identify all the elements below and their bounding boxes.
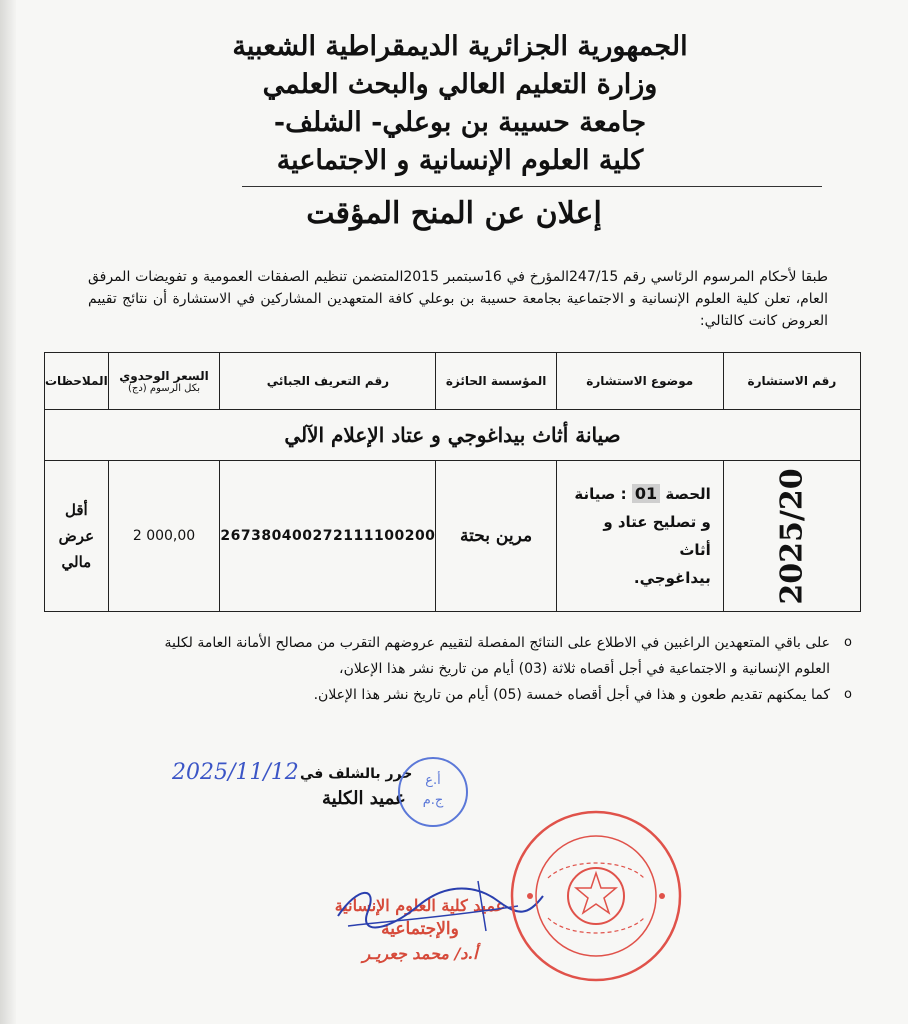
table-row	[45, 461, 861, 612]
blue-stamp-line1: أ.ع	[425, 773, 441, 788]
lot-title-row	[45, 410, 861, 461]
bullet-icon: o	[844, 687, 852, 702]
cell-ref	[723, 461, 860, 612]
header-republic: الجمهورية الجزائرية الديمقراطية الشعبية	[232, 31, 688, 62]
list-item	[90, 630, 852, 682]
intro-paragraph: طبقا لأحكام المرسوم الرئاسي رقم 247/15المؤرخ في 16سبتمبر 2015المتضمن تنظيم الصفقات العمومية و تفويضات المرفق العام، تعلن كلية العلوم الإنسانية و الاجتماعية بجامعة حسيبة بن بوعلي كافة المتعهدين المشاركين في الاستشارة أن نتائج تقييم العروض كانت كالتالي:	[88, 269, 828, 329]
results-table	[44, 352, 861, 612]
signing-place: حرر بالشلف في	[300, 766, 413, 782]
cell-subject	[556, 461, 723, 612]
header-notes: الملاحظات	[45, 353, 109, 410]
header-divider	[242, 186, 822, 187]
red-stamp-line3: أ.د/ محمد جعريـر	[362, 944, 478, 963]
header-price-sub: بكل الرسوم (دج)	[128, 382, 201, 394]
lot-number: 01	[632, 484, 660, 503]
note2: كما يمكنهم تقديم طعون و هذا في أجل أقصاه خمسة (05) أيام من تاريخ نشر هذا الإعلان.	[313, 687, 830, 703]
cell-company: مرين بحتة	[436, 461, 556, 612]
subject-line2: و تصليح عتاد و أثاث	[603, 513, 711, 559]
header-price-label: السعر الوحدوي	[119, 368, 209, 383]
cell-price: 2 000,00	[108, 461, 220, 612]
page-title: إعلان عن المنح المؤقت	[306, 196, 602, 231]
notes-line2: مالي	[61, 553, 92, 571]
note1-line2: العلوم الإنسانية و الاجتماعية في أجل أقصاه ثلاثة (03) أيام من تاريخ نشر هذا الإعلان،	[339, 661, 830, 677]
ref-number: 2025/20	[774, 467, 810, 605]
bullet-icon: o	[844, 635, 852, 650]
subject-text1: : صيانة	[574, 485, 627, 503]
header-ref: رقم الاستشارة	[723, 353, 860, 410]
header-university: جامعة حسيبة بن بوعلي- الشلف-	[273, 107, 647, 138]
header-subject: موضوع الاستشارة	[556, 353, 723, 410]
header-nif: رقم التعريف الجبائي	[220, 353, 436, 410]
cell-nif: 267380400272111100200	[220, 461, 436, 612]
header-ministry: وزارة التعليم العالي والبحث العلمي	[262, 69, 658, 100]
subject-line1	[569, 480, 711, 508]
red-stamp-line1: عميد كلية العلوم الإنسانية	[334, 896, 506, 915]
lot-title: صيانة أثاث بيداغوجي و عتاد الإعلام الآلي	[45, 410, 861, 461]
document-header	[220, 28, 700, 180]
header-faculty: كلية العلوم الإنسانية و الاجتماعية	[276, 145, 644, 176]
red-stamp-line2: والإجتماعية	[381, 919, 459, 939]
list-item	[90, 682, 852, 708]
blue-initials-stamp	[398, 757, 468, 827]
header-price	[108, 353, 220, 410]
dean-title: عميد الكلية	[322, 788, 406, 809]
note1-line1: على باقي المتعهدين الراغبين في الاطلاع على النتائج المفصلة لتقييم عروضهم التقرب من مصالح الأمانة العامة لكلية	[164, 635, 830, 651]
notes-line1: أقل عرض	[58, 501, 95, 545]
blue-stamp-line2: ج.م	[422, 793, 444, 808]
header-company: المؤسسة الحائزة	[436, 353, 556, 410]
subject-line3: بيداغوجي.	[633, 569, 711, 587]
scanned-paper-edge	[0, 0, 16, 1024]
notes-list	[90, 630, 852, 708]
table-header-row	[45, 353, 861, 410]
round-official-seal-icon	[508, 808, 684, 984]
handwritten-date: 2025/11/12	[172, 760, 299, 785]
cell-notes	[45, 461, 109, 612]
lot-label: الحصة	[665, 485, 711, 503]
